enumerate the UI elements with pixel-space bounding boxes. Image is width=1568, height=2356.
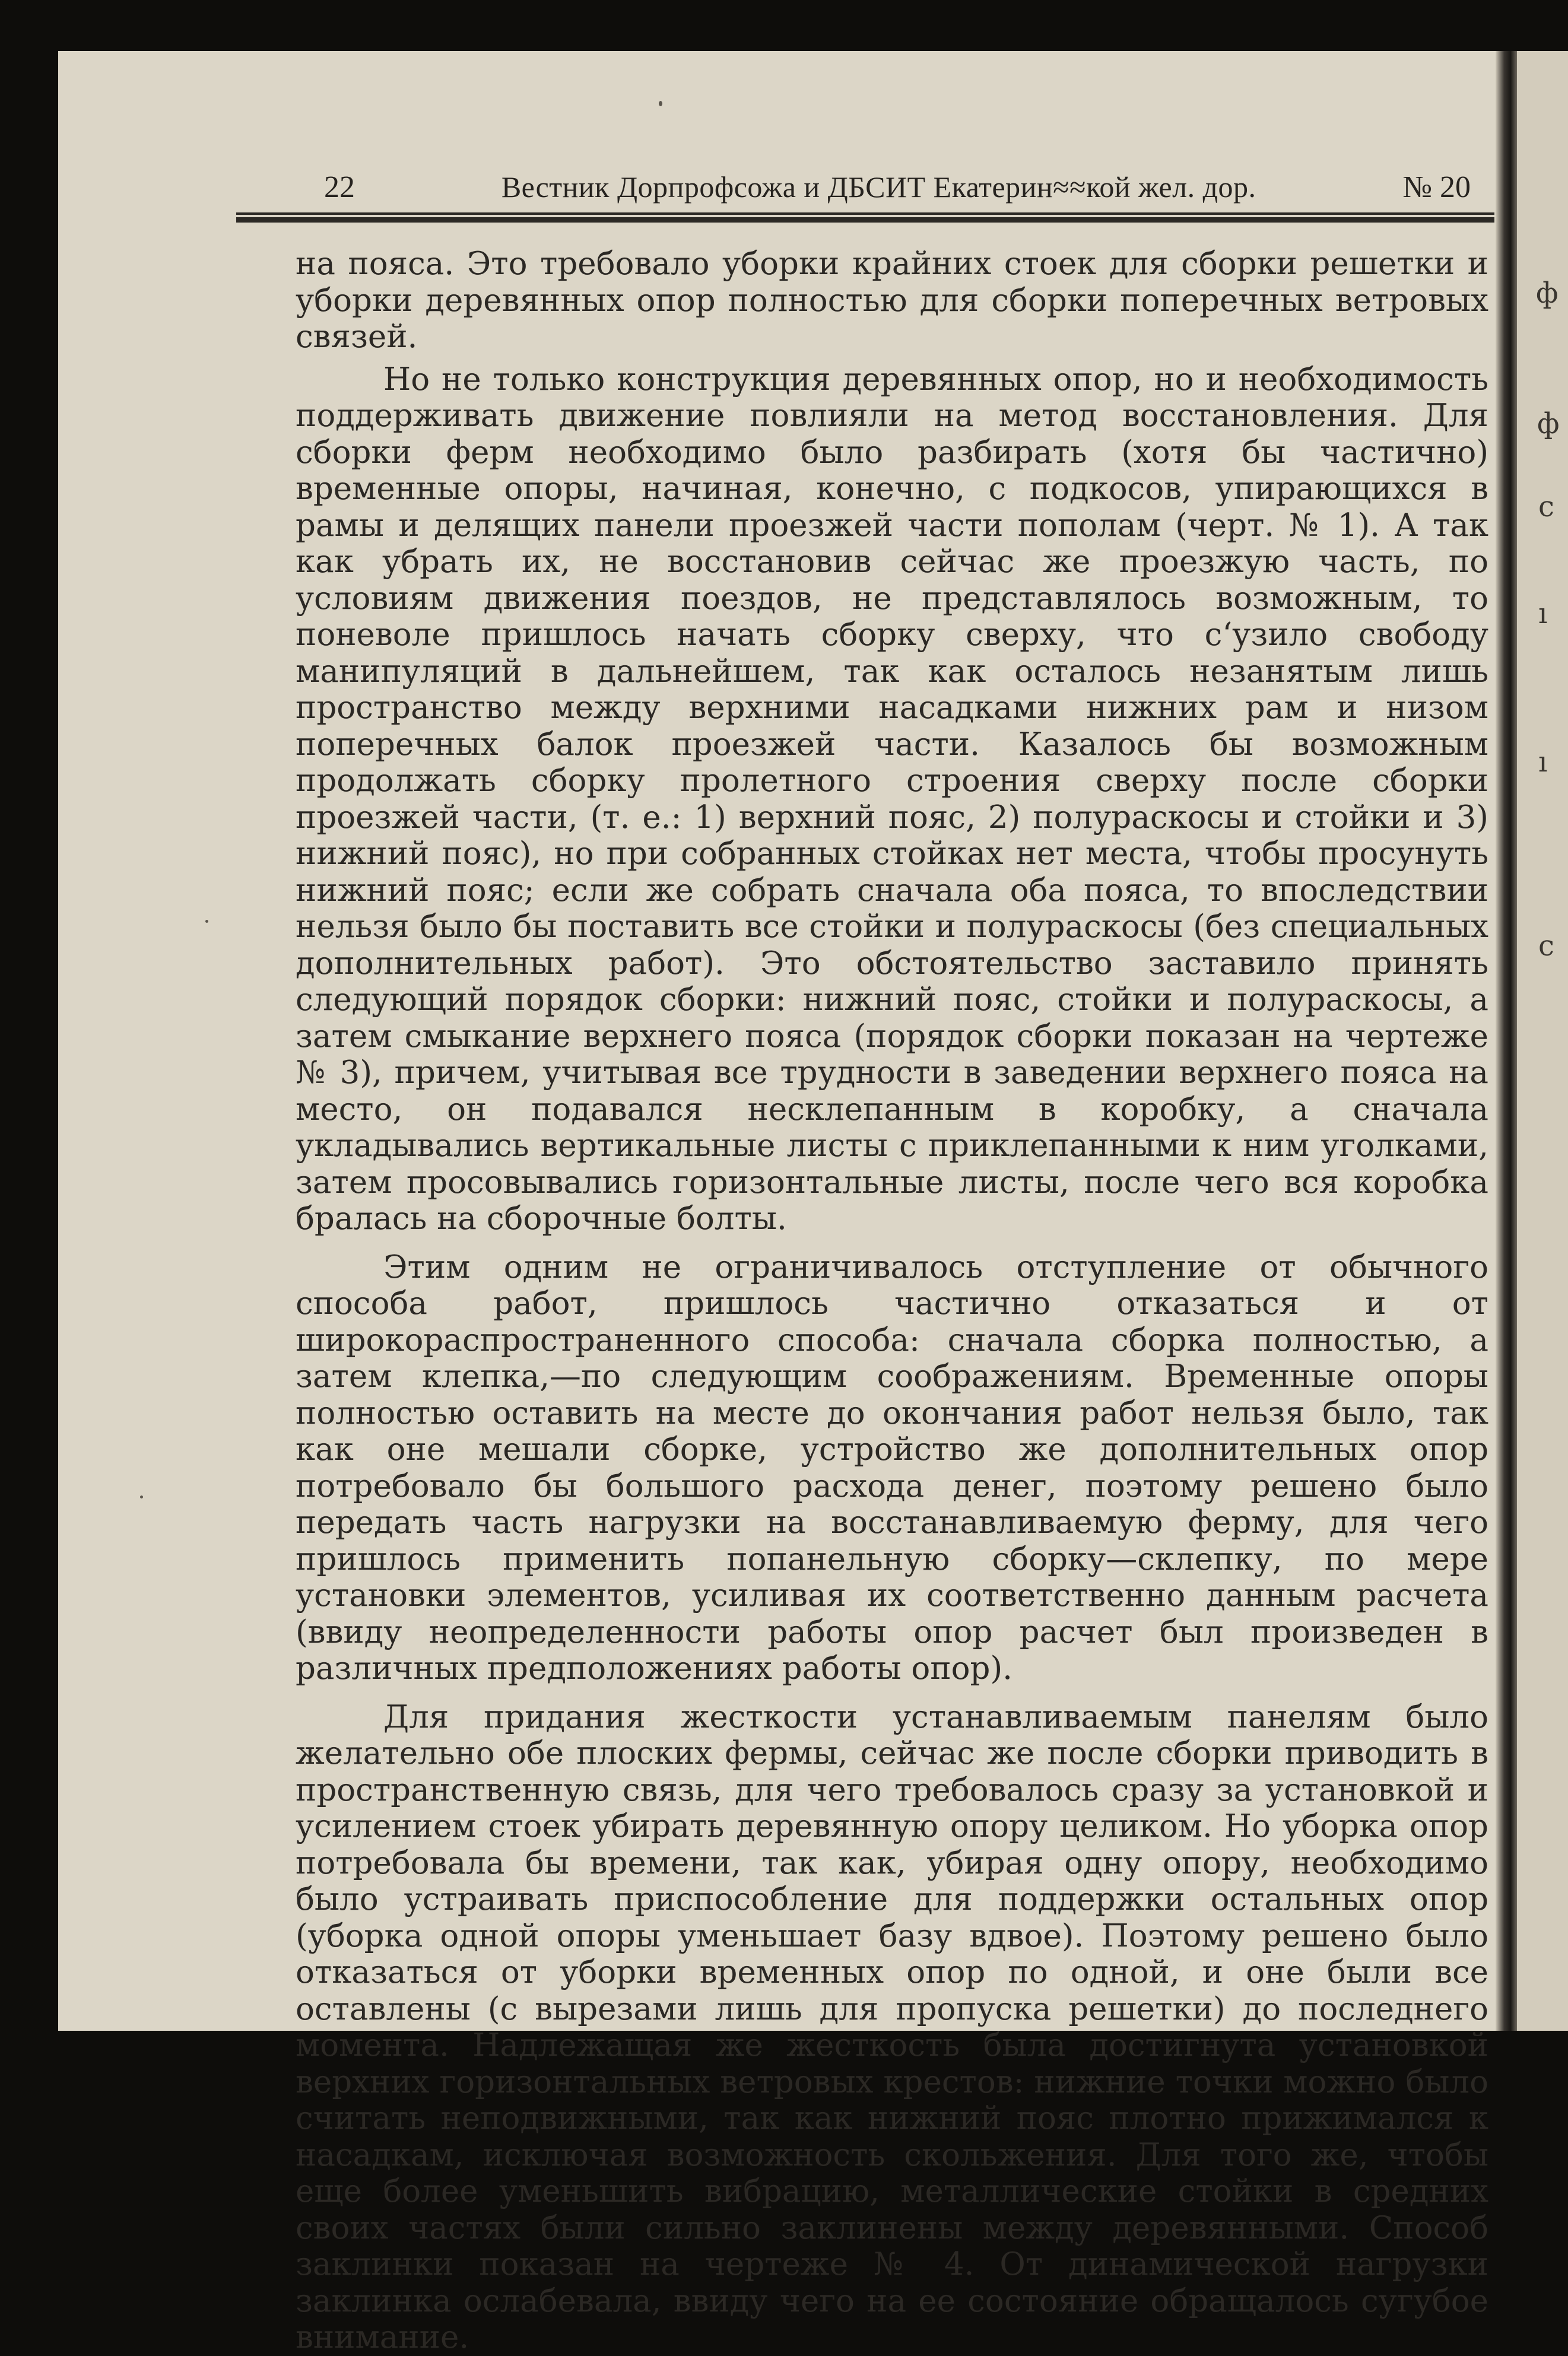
- running-header: [236, 170, 1494, 221]
- header-rule-thin: [236, 212, 1494, 215]
- paragraph: Для придания жесткости устанавливаемым панелям было желательно обе плоских фермы, сейчас же после сборки приводить в пространственную связь, для чего требовалось сразу за установкой и усилением стоек убирать деревянную опору целиком. Но уборка опор потребовала бы времени, так как, убирая одну опору, необходимо было устраивать приспособление для поддержки остальных опор (уборка одной опоры уменьшает базу вдвое). Поэтому решено было отказаться от уборки временных опор по одной, и оне были все оставлены (с вырезами лишь для пропуска решетки) до последнего момента. Надлежащая же жесткость была достигнута установкой верхних горизонтальных ветровых крестов: нижние точки можно было считать неподвижными, так как нижний пояс плотно прижимался к насадкам, исключая возможность скольжения. Для того же, чтобы еще более уменьшить вибрацию, металлические стойки в средних своих частях были сильно заклинены между деревянными. Способ заклинки показан на чертеже № 4. От динамической нагрузки заклинка ослабевала, ввиду чего на ее состояние обращалось сугубое внимание.: [296, 1698, 1488, 2355]
- paragraph: Но не только конструкция деревянных опор, но и необходимость поддерживать движение повлияли на метод восстановления. Для сборки ферм необходимо было разбирать (хотя бы частично) временные опоры, начиная, конечно, с подкосов, упирающихся в рамы и делящих панели проезжей части пополам (черт. № 1). А так как убрать их, не восстановив сейчас же проезжую часть, по условиям движения поездов, не представлялось возможным, то поневоле пришлось начать сборку сверху, что с‘узило свободу манипуляций в дальнейшем, так как осталось незанятым лишь пространство между верхними насадками нижних рам и низом поперечных балок проезжей части. Казалось бы возможным продолжать сборку пролетного строения сверху после сборки проезжей части, (т. е.: 1) верхний пояс, 2) полураскосы и стойки и 3) нижний пояс), но при собранных стойках нет места, чтобы просунуть нижний пояс; если же собрать сначала оба пояса, то впоследствии нельзя было бы поставить все стойки и полураскосы (без специальных дополнительных работ). Это обстоятельство заставило принять следующий порядок сборки: нижний пояс, стойки и полураскосы, а затем смыкание верхнего пояса (порядок сборки показан на чертеже № 3), причем, учитывая все трудности в заведении верхнего пояса на место, он подавался несклепанным в коробку, а сначала укладывались вертикальные листы с приклепанными к ним уголками, затем просовывались горизонтальные листы, после чего вся коробка бралась на сборочные болты.: [296, 361, 1488, 1237]
- page-number: 22: [324, 170, 355, 204]
- article-body: [296, 246, 1488, 2356]
- book-spine-shadow: [1496, 51, 1517, 2031]
- print-speck: [140, 1495, 143, 1498]
- running-head-title: Вестник Дорпрофсожа и ДБСИТ Екатерин≈≈кой жел. дор.: [501, 170, 1256, 204]
- paragraph: на пояса. Это требовало уборки крайних стоек для сборки решетки и уборки деревянных опор полностью для сборки поперечных ветровых связей.: [296, 246, 1488, 355]
- adjacent-page-glyph: ı: [1538, 597, 1548, 630]
- adjacent-page-glyph: ф: [1536, 277, 1559, 310]
- adjacent-page-glyph: с: [1538, 929, 1554, 963]
- adjacent-page-glyph: ı: [1538, 745, 1548, 779]
- paragraph: Этим одним не ограничивалось отступление от обычного способа работ, пришлось частично отказаться и от широкораспространенного способа: сначала сборка полностью, а затем клепка,—по следующим соображениям. Временные опоры полностью оставить на месте до окончания работ нельзя было, так как оне мешали сборке, устройство же дополнительных опор потребовало бы большого расхода денег, поэтому решено было передать часть нагрузки на восстанавливаемую ферму, для чего пришлось применить попанельную сборку—склепку, по мере установки элементов, усиливая их соответственно данным расчета (ввиду неопределенности работы опор расчет был произведен в различных предположениях работы опор).: [296, 1249, 1488, 1687]
- adjacent-page-glyph: с: [1538, 490, 1554, 523]
- header-rule-thick: [236, 217, 1494, 223]
- print-speck: [659, 101, 662, 106]
- adjacent-page-glyph: ф: [1537, 407, 1560, 440]
- issue-number: № 20: [1402, 170, 1471, 204]
- print-speck: [205, 920, 208, 923]
